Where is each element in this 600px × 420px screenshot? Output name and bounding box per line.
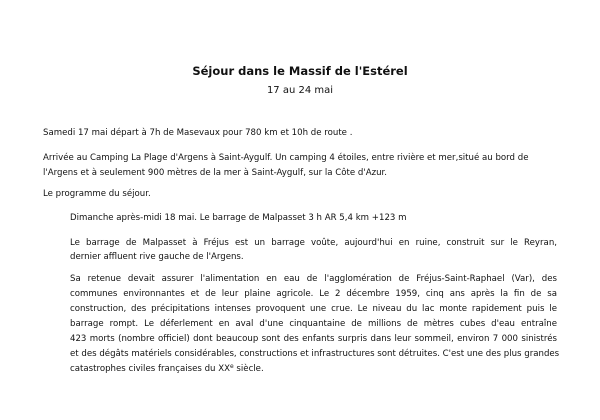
century-superscript: e bbox=[229, 363, 234, 370]
document-dates: 17 au 24 mai bbox=[266, 85, 334, 96]
history-text: communes environnantes et de leur plaine agricole. Le 2 décembre 1959, cinq ans après la fin de sa bbox=[70, 289, 557, 299]
history-paragraph-line bbox=[70, 272, 557, 286]
history-text: catastrophes civiles françaises du XX bbox=[70, 364, 230, 374]
day1-heading: Dimanche après-midi 18 mai. Le barrage de Malpasset 3 h AR 5,4 km +123 m bbox=[70, 213, 407, 223]
history-paragraph-line bbox=[70, 362, 264, 376]
malpasset-paragraph-line bbox=[70, 236, 557, 250]
intro-paragraph: Samedi 17 mai départ à 7h de Masevaux pour 780 km et 10h de route . bbox=[43, 128, 353, 138]
camping-paragraph-line: l'Argens et à seulement 900 mètres de la mer à Saint-Aygulf, sur la Côte d'Azur. bbox=[43, 168, 388, 178]
history-text: siècle. bbox=[233, 364, 264, 374]
history-text: 423 morts (nombre officiel) dont beaucoup sont des enfants surpris dans leur sommeil, environ 7 000 sinistrés bbox=[70, 334, 557, 344]
camping-paragraph-line: Arrivée au Camping La Plage d'Argens à Saint-Aygulf. Un camping 4 étoiles, entre rivière et mer,situé au bord de bbox=[43, 153, 529, 163]
history-text: construction, des précipitations intenses provoquent une crue. Le niveau du lac monte rapidement puis le bbox=[70, 304, 557, 314]
malpasset-paragraph-line: dernier affluent rive gauche de l'Argens. bbox=[70, 252, 244, 262]
history-paragraph-line bbox=[70, 332, 557, 346]
history-paragraph-line bbox=[70, 287, 557, 301]
history-text: Sa retenue devait assurer l'alimentation en eau de l'agglomération de Fréjus-Saint-Raphael (Var), des bbox=[70, 274, 557, 284]
document-title: Séjour dans le Massif de l'Estérel bbox=[192, 64, 408, 78]
history-paragraph-line bbox=[70, 317, 557, 331]
history-paragraph-line bbox=[70, 347, 560, 361]
malpasset-text: Le barrage de Malpasset à Fréjus est un barrage voûte, aujourd'hui en ruine, construit sur le Reyran, bbox=[70, 238, 557, 248]
history-paragraph-line bbox=[70, 302, 557, 316]
program-heading: Le programme du séjour. bbox=[43, 189, 151, 199]
history-text: barrage rompt. Le déferlement en aval d'une cinquantaine de millions de mètres cubes d'eau entraîne bbox=[70, 319, 557, 329]
history-text: et des dégâts matériels considérables, constructions et infrastructures sont détruites. C'est une des plus grandes bbox=[70, 349, 560, 359]
